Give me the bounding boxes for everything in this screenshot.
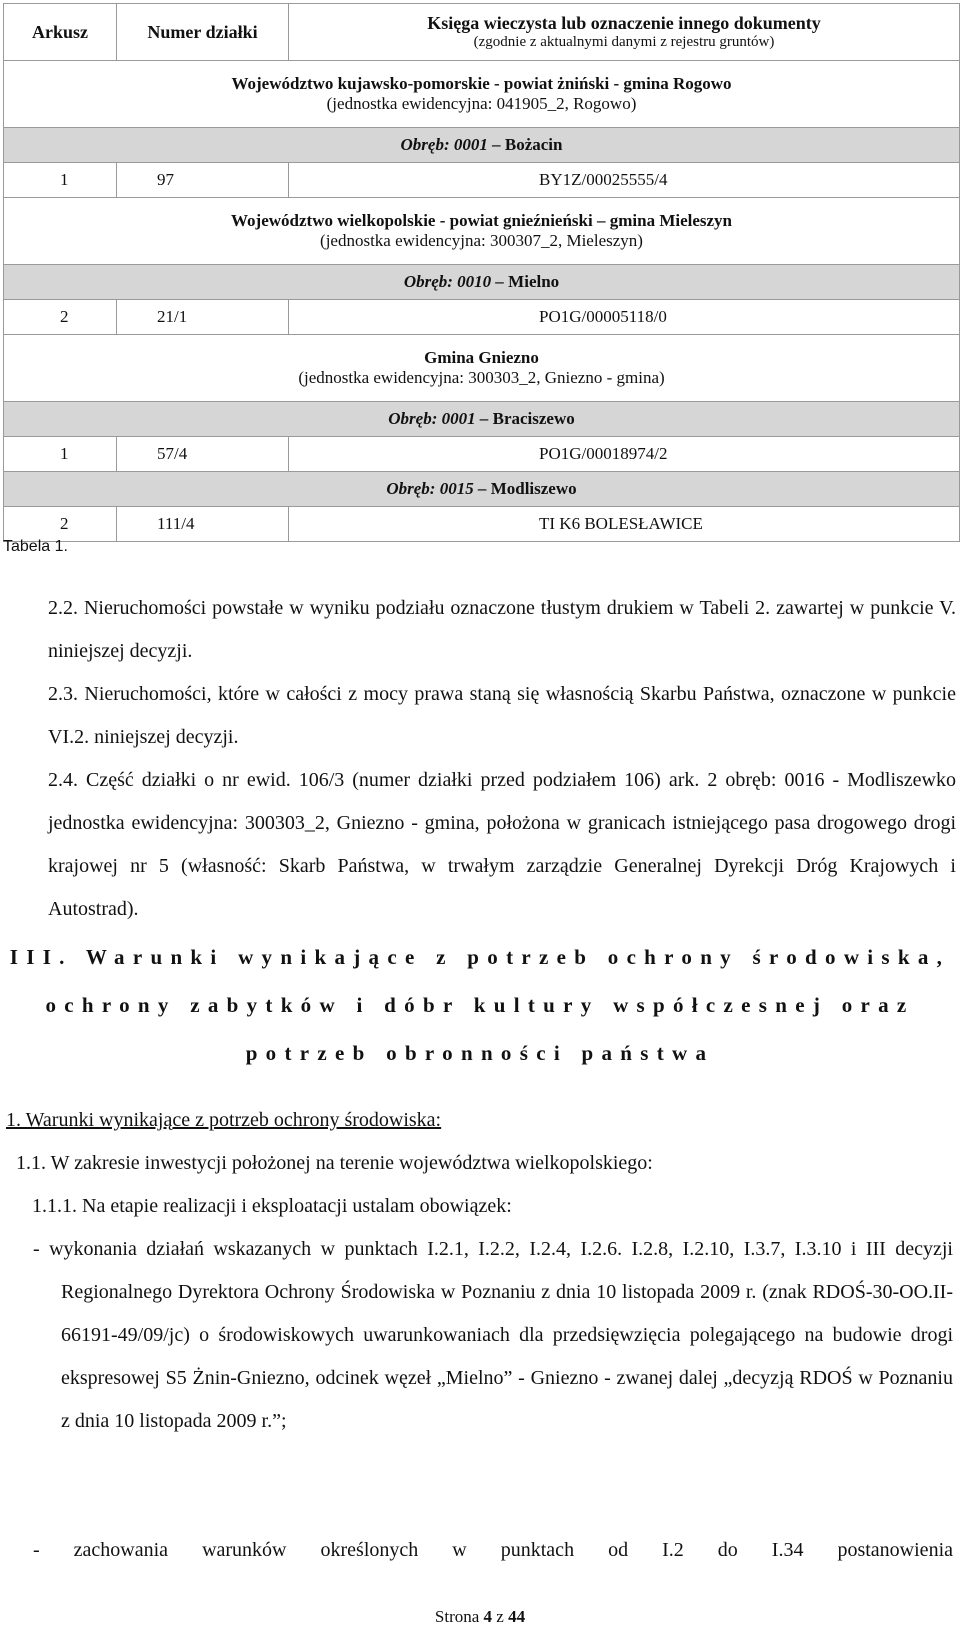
obreb-name: Modliszewo <box>490 479 577 498</box>
region-title: Gmina Gniezno <box>424 348 539 367</box>
region-unit: (jednostka ewidencyjna: 300307_2, Mieleszyn) <box>320 231 643 250</box>
obreb-name: Braciszewo <box>492 409 575 428</box>
table-row <box>4 437 960 472</box>
section-heading-line3: potrzeb obronności państwa <box>245 1041 715 1065</box>
cell-book: BY1Z/00025555/4 <box>289 163 960 198</box>
bullet-obligation-2: - zachowania warunków określonych w punktach od I.2 do I.34 postanowienia <box>33 1539 953 1561</box>
section-heading-line2: ochrony zabytków i dóbr kultury współczesnej oraz <box>45 993 915 1017</box>
footer-page-number: 4 <box>483 1607 493 1626</box>
table-row <box>4 300 960 335</box>
cell-sheet: 2 <box>4 507 117 542</box>
bullet-obligation-1: - wykonania działań wskazanych w punktach I.2.1, I.2.2, I.2.4, I.2.6. I.2.8, I.2.10, I.3.7, I.3.10 i III decyzji Regionalnego Dyrektora Ochrony Środowiska w Poznaniu z dnia 10 listopada 2009 r. (znak RDOŚ-30-OO.II-66191-49/09/jc) o środowiskowych uwarunkowaniach dla przedsięwzięcia polegającego na budowie drogi ekspresowej S5 Żnin-Gniezno, odcinek węzeł „Mielno” - Gniezno - zwanej dalej „decyzją RDOŚ w Poznaniu z dnia 10 listopada 2009 r.”; <box>33 1238 953 1432</box>
region-row <box>4 61 960 128</box>
obreb-code: Obręb: 0015 – <box>386 479 491 498</box>
paragraph-2-2: 2.2. Nieruchomości powstałe w wyniku podziału oznaczone tłustym drukiem w Tabeli 2. zawartej w punkcie V. niniejszej decyzji. <box>48 597 956 662</box>
header-sheet: Arkusz <box>4 4 117 61</box>
cell-sheet: 2 <box>4 300 117 335</box>
region-unit: (jednostka ewidencyjna: 300303_2, Gniezno - gmina) <box>298 368 665 387</box>
cell-book: PO1G/00018974/2 <box>289 437 960 472</box>
region-title: Województwo kujawsko-pomorskie - powiat żniński - gmina Rogowo <box>231 74 732 93</box>
cell-book: PO1G/00005118/0 <box>289 300 960 335</box>
obreb-name: Bożacin <box>504 135 563 154</box>
cell-book: TI K6 BOLESŁAWICE <box>289 507 960 542</box>
land-register-table <box>3 3 960 542</box>
table-caption: Tabela 1. <box>3 538 68 555</box>
cell-parcel: 111/4 <box>117 507 289 542</box>
footer-page-total: 44 <box>508 1607 526 1626</box>
footer-mid: z <box>492 1607 509 1626</box>
obreb-row <box>4 402 960 437</box>
cell-parcel: 21/1 <box>117 300 289 335</box>
cell-parcel: 97 <box>117 163 289 198</box>
cell-parcel: 57/4 <box>117 437 289 472</box>
header-book <box>289 4 960 61</box>
region-row <box>4 198 960 265</box>
paragraph-2-3: 2.3. Nieruchomości, które w całości z mocy prawa staną się własnością Skarbu Państwa, oznaczone w punkcie VI.2. niniejszej decyzji. <box>48 683 956 748</box>
obreb-code: Obręb: 0010 – <box>403 272 509 291</box>
subsection-1-1-1: 1.1.1. Na etapie realizacji i eksploatacji ustalam obowiązek: <box>32 1195 512 1217</box>
header-book-title: Księga wieczysta lub oznaczenie innego dokumenty <box>427 13 821 33</box>
obreb-code: Obręb: 0001 – <box>400 135 505 154</box>
region-unit: (jednostka ewidencyjna: 041905_2, Rogowo) <box>326 94 637 113</box>
header-parcel: Numer działki <box>117 4 289 61</box>
cell-sheet: 1 <box>4 163 117 198</box>
obreb-name: Mielno <box>508 272 560 291</box>
paragraph-2-4: 2.4. Część działki o nr ewid. 106/3 (numer działki przed podziałem 106) ark. 2 obręb: 0016 - Modliszewko jednostka ewidencyjna: 300303_2, Gniezno - gmina, położona w granicach istniejącego pasa drogowego drogi krajowej nr 5 (własność: Skarb Państwa, w trwałym zarządzie Generalnej Dyrekcji Dróg Krajowych i Autostrad). <box>48 769 956 920</box>
footer-prefix: Strona <box>434 1607 484 1626</box>
obreb-row <box>4 265 960 300</box>
obreb-row <box>4 128 960 163</box>
obreb-code: Obręb: 0001 – <box>388 409 493 428</box>
header-book-subtitle: (zgodnie z aktualnymi danymi z rejestru gruntów) <box>473 34 775 50</box>
table-row <box>4 507 960 542</box>
section-heading-line1: III. Warunki wynikające z potrzeb ochrony środowiska, <box>9 945 951 969</box>
obreb-row <box>4 472 960 507</box>
subsection-1-title: 1. Warunki wynikające z potrzeb ochrony środowiska: <box>6 1109 442 1131</box>
table-row <box>4 163 960 198</box>
table-header-row <box>4 4 960 61</box>
region-row <box>4 335 960 402</box>
cell-sheet: 1 <box>4 437 117 472</box>
page-footer <box>0 1607 960 1627</box>
region-title: Województwo wielkopolskie - powiat gnieźnieński – gmina Mieleszyn <box>230 211 733 230</box>
subsection-1-1: 1.1. W zakresie inwestycji położonej na terenie województwa wielkopolskiego: <box>16 1152 653 1174</box>
